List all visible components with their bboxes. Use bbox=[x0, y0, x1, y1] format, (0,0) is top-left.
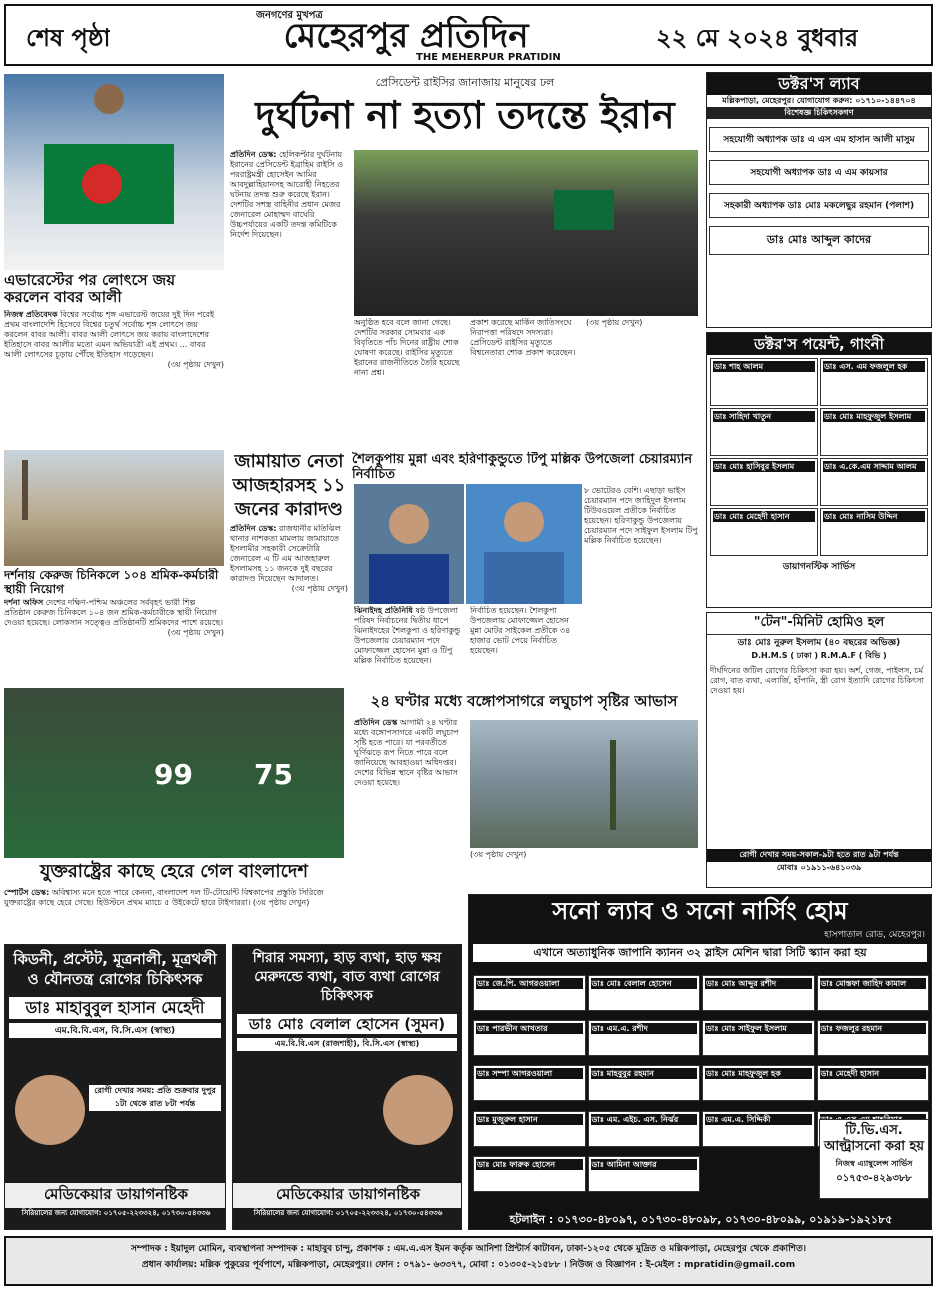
storm-photo bbox=[470, 720, 698, 848]
bone-ad bbox=[232, 944, 462, 1230]
kidney-ad-contact: সিরিয়ালের জন্য যোগাযোগ: ০১৭০৫-২২৩৩২৪, ০১৭৩০-৫৪৩৩৬ bbox=[21, 1209, 211, 1217]
homeo-text: দীর্ঘদিনের জটিল রোগের চিকিৎসা করা হয়। অর্শ, গেজ, পাইলস, চর্ম রোগ, বাত ব্যথা, এলার্জি, হাঁপানি, স্ত্রী রোগ ইত্যাদি রোগের চিকিৎসা দেওয়া হয়। bbox=[710, 666, 924, 695]
doctors-point-doctor bbox=[710, 508, 818, 556]
flag-circle bbox=[82, 164, 122, 204]
doctor-name: ডাঃ মোঃ বেলাল হোসেন bbox=[591, 978, 698, 989]
bay-text: আগামী ২৪ ঘণ্টার মধ্যে বঙ্গোপসাগরে একটি লঘুচাপ সৃষ্টি হতে পারে। যা পরবর্তীতে ঘূর্ণিঝড়ে রূপ নিতে পারে বলে জানিয়েছে আবহাওয়া অধিদপ্তর। দেশের বিভিন্ন স্থানে বৃষ্টির আভাস দেওয়া হয়েছে। bbox=[354, 718, 459, 787]
doctors-lab-sub: বিশেষজ্ঞ চিকিৎসকগণ bbox=[707, 107, 931, 119]
bay-body bbox=[354, 718, 466, 938]
sono-doctor bbox=[817, 1020, 930, 1056]
doctors-lab-ad bbox=[706, 72, 932, 328]
doctors-point-ad bbox=[706, 332, 932, 608]
doctor-name: ডাঃ সাহিদা খাতুন bbox=[713, 411, 815, 422]
doctors-point-title: ডক্টর'স পয়েন্ট, গাংনী bbox=[707, 333, 931, 355]
bangladesh-cont: (৩য় পৃষ্ঠায় দেখুন) bbox=[252, 898, 310, 907]
sono-doctor bbox=[817, 975, 930, 1011]
kidney-ad-degree: এম.বি.বি.এস, বি.সি.এস (স্বাস্থ্য) bbox=[9, 1023, 221, 1038]
tipu-face bbox=[504, 502, 544, 542]
shailkupa-headline: শৈলকুপায় মুন্না এবং হরিণাকুন্ডুতে টিপু মল্লিক উপজেলা চেয়ারম্যান নির্বাচিত bbox=[352, 452, 693, 482]
doctor-3: সহকারী অধ্যাপক ডাঃ মোঃ মকলেছুর রহমান (পলাশ) bbox=[709, 193, 929, 218]
doctor-name: ডাঃ জে.পি. আগরওয়ালা bbox=[476, 978, 583, 989]
sono-doctor bbox=[473, 1111, 586, 1147]
homeo-degree: D.H.M.S ( ঢাকা ) R.M.A.F ( বিভি ) bbox=[751, 651, 887, 660]
darshana-body bbox=[4, 598, 224, 684]
doctors-point-doctor bbox=[820, 458, 928, 506]
sono-doctor bbox=[702, 1020, 815, 1056]
tipu-photo bbox=[466, 484, 582, 604]
bone-ad-doctor: ডাঃ মোঃ বেলাল হোসেন (সুমন) bbox=[237, 1014, 457, 1034]
doctor-name: ডাঃ মোস্তফা জাহিদ কামাল bbox=[820, 978, 927, 989]
doctors-point-doctor bbox=[710, 358, 818, 406]
iran-headline: দুর্ঘটনা না হত্যা তদন্তে ইরান bbox=[255, 93, 675, 137]
everest-text: বিশ্বের সর্বোচ্চ শৃঙ্গ এভারেস্ট জয়ের দুই দিন পরেই প্রথম বাংলাদেশি হিসেবে বিশ্বের চতুর্থ সর্বোচ্চ শৃঙ্গ লোৎসে জয় করলেন বাবর আলী। বাবর আলী লোৎসে জয় করায় বাংলাদেশের ইতিহাসে বাবর আলীর মতো এমন অভিযাত্রী এই প্রথম। ... বাবর আলী লোৎসের চূড়ায় পৌঁছে ইতিহাস গড়েছেন। bbox=[4, 310, 215, 359]
kidney-ad bbox=[4, 944, 226, 1230]
doctor-1: সহযোগী অধ্যাপক ডাঃ এ এস এম হাসান আলী মাসুম bbox=[709, 127, 929, 152]
iran-text1: হেলিকপ্টার দুর্ঘটনায় ইরানের প্রেসিডেন্ট ইব্রাহিম রাইসি ও পররাষ্ট্রমন্ত্রী হোসেইন আমির আবদুল্লাহিয়ানসহ আরোহী নিহতের ঘটনায় তদন্ত শুরু করেছে ইরান। দেশটির সশস্ত্র বাহিনীর প্রধান মেজর জেনারেল মোহাম্মদ বাঘেরি উচ্চপর্যায়ের একটি তদন্ত কমিটিকে নির্দেশ দিয়েছেন। bbox=[230, 150, 344, 239]
sono-ambulance: নিজস্ব এ্যাম্বুলেন্স সার্ভিস bbox=[835, 1159, 913, 1168]
palm-tree bbox=[610, 740, 616, 830]
doctor-name: ডাঃ এ.কে.এম সাদ্দাম আলম bbox=[823, 461, 925, 472]
shailkupa-body1 bbox=[354, 606, 468, 684]
doctor-name: ডাঃ এম.এ. রশীদ bbox=[591, 1023, 698, 1034]
doctors-point-grid bbox=[707, 355, 931, 559]
shailkupa-text1: ষষ্ঠ উপজেলা পরিষদ নির্বাচনের দ্বিতীয় ধাপে ঝিনাইদহের শৈলকুপা ও হরিণাকুন্ডু উপজেলায় চেয়ারম্যান পদে মোফাজ্জেল হোসেন মুন্না ও টিপু মল্লিক নির্বাচিত হয়েছেন। bbox=[354, 606, 461, 665]
bone-doctor-photo bbox=[383, 1075, 453, 1145]
bone-ad-contact: সিরিয়ালের জন্য যোগাযোগ: ০১৭০৫-২২৩৩২৪, ০১৭৩০-৫৪৩৩৬ bbox=[253, 1209, 443, 1217]
shailkupa-byline: ঝিনাইদহ প্রতিনিধি bbox=[354, 606, 413, 615]
shailkupa-text3: ৮ ভোটেরও বেশি। এছাড়া ভাইস চেয়ারম্যান পদে জাহিদুল ইসলাম টিউবওয়েল প্রতীকে নির্বাচিত হয়েছেন। হরিণাকুন্ডু উপজেলায় চেয়ারম্যান পদে সাইফুল ইসলাম টিপু মল্লিক নির্বাচিত হয়েছেন। bbox=[584, 486, 698, 545]
doctor-name: ডাঃ মোঃ মাহফুজুল হক bbox=[705, 1068, 812, 1079]
sono-hotline: হটলাইন : ০১৭৩০-৪৮০৯৭, ০১৭৩০-৪৮০৯৮, ০১৭৩০-৪৮০৯৯, ০১৯১৯-১৯২১৮৫ bbox=[509, 1213, 893, 1226]
bay-headline: ২৪ ঘণ্টার মধ্যে বঙ্গোপসাগরে লঘুচাপ সৃষ্টির আভাস bbox=[370, 692, 678, 710]
sono-doctor bbox=[702, 1065, 815, 1101]
doctor-name: ডাঃ ফজলুর রহমান bbox=[820, 1023, 927, 1034]
doctor-name: ডাঃ মোঃ আব্দুর রশীদ bbox=[705, 978, 812, 989]
jamaat-headline: জামায়াত নেতা আজহারসহ ১১ জনের কারাদণ্ড bbox=[232, 451, 346, 520]
doctor-name: ডাঃ এস. এম ফজলুল হক bbox=[823, 361, 925, 372]
bangladesh-body bbox=[4, 888, 344, 940]
bay-byline: প্রতিদিন ডেস্ক bbox=[354, 718, 398, 727]
sono-tvs-box bbox=[819, 1119, 929, 1199]
jamaat-text: রাজধানীর মতিঝিল থানার নাশকতা মামলায় জামায়াতে ইসলামীর সহকারী সেক্রেটারি জেনারেল এ টি এম আজহারুল ইসলামসহ ১১ জনকে দুই বছরের কারাদণ্ড দিয়েছেন আদালত। bbox=[230, 524, 341, 583]
sono-doctor bbox=[473, 1156, 586, 1192]
doctors-point-doctor bbox=[820, 358, 928, 406]
sono-doctor bbox=[588, 1020, 701, 1056]
iran-text3: প্রকাশ করেছে মার্কিন জাতিসংঘে নিরাপত্তা পরিষদে সদস্যরা। প্রেসিডেন্ট রাইসির মৃত্যুতে বিশ্বনেতারা শোক প্রকাশ করেছেন। bbox=[470, 318, 576, 357]
funeral-crowd-photo bbox=[354, 150, 698, 316]
sono-doctor bbox=[473, 1020, 586, 1056]
doctor-2: সহযোগী অধ্যাপক ডাঃ এ এম কায়সার bbox=[709, 160, 929, 185]
darshana-byline: দর্শনা অফিস bbox=[4, 598, 44, 607]
iran-col1 bbox=[230, 150, 350, 446]
footer-line2: প্রধান কার্যালয়: মল্লিক পুকুরের পূর্বপাশে, মল্লিকপাড়া, মেহেরপুর।। ফোন : ০৭৯১- ৬৩৩৭৭, মোবা : ০১৩০৫-২১৫৮৮ । নিউজ ও বিজ্ঞাপন : ই-মেইল : mpratidin@gmail.com bbox=[141, 1260, 796, 1270]
sono-ambulance-phone: ০১৭৫৩-৪২৯৩৮৮ bbox=[836, 1173, 912, 1184]
sono-ad bbox=[468, 894, 932, 1230]
munna-shirt bbox=[369, 554, 449, 604]
doctor-name: ডাঃ মুজুরুল হাসান bbox=[476, 1114, 583, 1125]
sono-doctor bbox=[473, 975, 586, 1011]
homeo-title: "টেন"-মিনিট হোমিও হল bbox=[707, 613, 931, 635]
kidney-doctor-photo bbox=[15, 1075, 85, 1145]
sono-doctor bbox=[817, 1065, 930, 1101]
doctors-point-doctor bbox=[710, 458, 818, 506]
doctor-name: ডাঃ এম. এইচ. এস. নির্ঝর bbox=[591, 1114, 698, 1125]
newspaper-title: মেহেরপুর প্রতিদিন bbox=[283, 16, 529, 56]
iran-cont: (৩য় পৃষ্ঠায় দেখুন) bbox=[586, 318, 643, 327]
doctors-point-doctor bbox=[820, 508, 928, 556]
jamaat-body bbox=[230, 524, 348, 684]
kidney-ad-title: কিডনী, প্রস্টেট, মূত্রনালী, মূত্রথলী ও যৌনতন্ত্র রোগের চিকিৎসক bbox=[13, 950, 217, 988]
doctor-name: ডাঃ মোঃ নাসিম উদ্দিন bbox=[823, 511, 925, 522]
sono-title: সনো ল্যাব ও সনো নার্সিং হোম bbox=[552, 897, 848, 925]
doctor-4: ডাঃ মোঃ আব্দুল কাদের bbox=[709, 226, 929, 255]
jersey-number: 99 bbox=[154, 758, 193, 791]
doctor-name: ডাঃ সম্পা আগরওয়ালা bbox=[476, 1068, 583, 1079]
homeo-footer: রোগী দেখার সময়-সকাল-৯টা হতে রাত ৯টা পর্যন্ত bbox=[707, 849, 931, 862]
munna-face bbox=[389, 504, 429, 544]
doctor-name: ডাঃ আমিনা আক্তার bbox=[591, 1159, 698, 1170]
kidney-ad-time: রোগী দেখার সময়: প্রতি শুক্রবার দুপুর ১টা থেকে রাত ৮টা পর্যন্ত bbox=[89, 1085, 221, 1111]
bangladesh-flag bbox=[44, 144, 174, 224]
doctor-name: ডাঃ শাহ আলম bbox=[713, 361, 815, 372]
bone-ad-center: মেডিকেয়ার ডায়াগনষ্টিক bbox=[233, 1183, 462, 1208]
sono-doctor bbox=[702, 975, 815, 1011]
everest-headline: এভারেস্টের পর লোৎসে জয় করলেন বাবর আলী bbox=[4, 272, 176, 306]
doctor-name: ডাঃ পারভীন আখতার bbox=[476, 1023, 583, 1034]
doctors-point-doctor bbox=[820, 408, 928, 456]
homeo-phone: মোবাঃ ০১৯১১-৬৪১০৩৯ bbox=[776, 863, 862, 872]
doctor-name: ডাঃ মোঃ সাইফুল ইসলাম bbox=[705, 1023, 812, 1034]
climber bbox=[94, 84, 124, 114]
jersey-number-2: 75 bbox=[254, 758, 293, 791]
tagline: জনগণের মুখপত্র bbox=[256, 10, 323, 21]
sono-doctor bbox=[588, 1156, 701, 1192]
doctors-lab-address: মল্লিকপাড়া, মেহেরপুর। যোগাযোগ করুন: ০১৭১০-১৪৪৭০৪ bbox=[722, 96, 916, 105]
doctors-point-doctor bbox=[710, 408, 818, 456]
sugar-mill-photo bbox=[4, 450, 224, 566]
sono-doctor bbox=[473, 1065, 586, 1101]
iran-byline: প্রতিদিন ডেস্ক: bbox=[230, 150, 277, 159]
darshana-cont: (৩য় পৃষ্ঠায় দেখুন) bbox=[167, 628, 224, 637]
doctor-name: ডাঃ মোঃ মাহফুজুল ইসলাম bbox=[823, 411, 925, 422]
section-label: শেষ পৃষ্ঠা bbox=[26, 24, 111, 52]
kidney-ad-center: মেডিকেয়ার ডায়াগনষ্টিক bbox=[5, 1183, 226, 1208]
sono-tvs: টি.ভি.এস. আল্ট্রাসনো করা হয় bbox=[823, 1123, 925, 1154]
homeo-ad bbox=[706, 612, 932, 888]
doctor-name: ডাঃ মেহেদী হাসান bbox=[820, 1068, 927, 1079]
jamaat-cont: (৩য় পৃষ্ঠায় দেখুন) bbox=[291, 584, 348, 593]
darshana-headline: দর্শনায় কেরুজ চিনিকলে ১০৪ শ্রমিক-কর্মচারী স্থায়ী নিয়োগ bbox=[4, 568, 219, 596]
masthead bbox=[4, 4, 933, 66]
everest-body bbox=[4, 310, 224, 426]
newspaper-title-en: THE MEHERPUR PRATIDIN bbox=[416, 52, 561, 63]
sono-address: হাসপাতাল রোড, মেহেরপুর। bbox=[824, 930, 925, 940]
everest-cont: (৩য় পৃষ্ঠায় দেখুন) bbox=[167, 360, 224, 369]
footer bbox=[4, 1236, 933, 1286]
tipu-shirt bbox=[484, 552, 564, 604]
funeral-truck bbox=[554, 190, 614, 230]
doctors-point-footer: ডায়াগনস্টিক সার্ভিস bbox=[782, 562, 856, 572]
jamaat-byline: প্রতিদিন ডেস্ক: bbox=[230, 524, 277, 533]
cricket-photo bbox=[4, 688, 344, 858]
sono-doctor bbox=[588, 1065, 701, 1101]
sono-doctor bbox=[588, 975, 701, 1011]
sono-doctor bbox=[702, 1111, 815, 1147]
issue-date: ২২ মে ২০২৪ বুধবার bbox=[656, 24, 859, 52]
doctor-name: ডাঃ মোঃ ফারুক হোসেন bbox=[476, 1159, 583, 1170]
chimney bbox=[22, 460, 28, 520]
doctor-name: ডাঃ মোঃ মেহেদী হাসান bbox=[713, 511, 815, 522]
iran-text2: অনুষ্ঠিত হবে বলে জানা গেছে। দেশটির সরকার সোমবার এক বিবৃতিতে পাঁচ দিনের রাষ্ট্রীয় শোক ঘোষণা করেছে। রাইসির মৃত্যুতে ইরানের রাজনীতিতে তৈরি হয়েছে নানা প্রশ্ন। bbox=[354, 318, 460, 377]
bangladesh-headline: যুক্তরাষ্ট্রের কাছে হেরে গেল বাংলাদেশ bbox=[40, 861, 308, 882]
everest-photo bbox=[4, 74, 224, 270]
bangladesh-byline: স্পোর্টস ডেস্ক: bbox=[4, 888, 50, 897]
doctor-name: ডাঃ মোঃ হাসিবুর ইসলাম bbox=[713, 461, 815, 472]
sono-banner: এখানে অত্যাধুনিক জাপানি ক্যানন ৩২ স্লাইস মেশিন দ্বারা সিটি স্ক্যান করা হয় bbox=[473, 944, 927, 962]
darshana-text: দেশের দক্ষিণ-পশ্চিম অঞ্চলের সর্ববৃহৎ ভারী শিল্প প্রতিষ্ঠান কেরুজ চিনিকলে ১০৪ জন শ্রমিক-কর্মচারীকে স্থায়ী নিয়োগ দেওয়া হয়েছে। লোকসান সত্ত্বেও প্রতিষ্ঠানটি শ্রমিকদের পাশে রয়েছে। bbox=[4, 598, 223, 627]
everest-byline: নিজস্ব প্রতিবেদক bbox=[4, 310, 58, 319]
doctor-name: ডাঃ এম.এ. সিদ্দিকী bbox=[705, 1114, 812, 1125]
bone-ad-degree: এম.বি.বি.এস (রাজশাহী), বি.সি.এস (স্বাস্থ্য) bbox=[237, 1038, 457, 1051]
kidney-ad-doctor: ডাঃ মাহাবুবুল হাসান মেহেদী bbox=[9, 997, 221, 1019]
sono-doctor bbox=[588, 1111, 701, 1147]
bone-ad-title: শিরার সমস্যা, হাড় ব্যথা, হাড় ক্ষয় মেরুদন্ডে ব্যথা, বাত ব্যথা রোগের চিকিৎসক bbox=[252, 950, 442, 1004]
bangladesh-text: অবিশ্বাস্য মনে হতে পারে কেননা, বাংলাদেশ দল টি-টোয়েন্টি বিশ্বকাপের প্রস্তুতি সিরিজে যুক্তরাষ্ট্রের কাছে হেরে গেছে। হিউস্টনে প্রথম ম্যাচে ৫ উইকেটে হারে টাইগাররা। bbox=[4, 888, 324, 907]
shailkupa-text2: নির্বাচিত হয়েছেন। শৈলকুপা উপজেলায় মোফাজ্জেল হোসেন মুন্না মোটর সাইকেল প্রতীকে ৩৪ হাজার ভোট পেয়ে নির্বাচিত হয়েছেন। bbox=[470, 606, 571, 655]
doctor-name: ডাঃ মাহবুবুর রহমান bbox=[591, 1068, 698, 1079]
munna-photo bbox=[354, 484, 464, 604]
footer-line1: সম্পাদক : ইয়াদুল মোমিন, ব্যবস্থাপনা সম্পাদক : মাহাবুব চান্দু, প্রকাশক : এম.এ.এস ইমন কর্তৃক আনিশা প্রিন্টার্স কাটাবন, ঢাকা-১২০৫ থেকে মুদ্রিত ও মল্লিকপাড়া, মেহেরপুর থেকে প্রকাশিত। bbox=[131, 1244, 806, 1254]
iran-kicker: প্রেসিডেন্ট রাইসির জানাজায় মানুষের ঢল bbox=[375, 76, 555, 89]
bay-cont: (৩য় পৃষ্ঠায় দেখুন) bbox=[470, 850, 527, 859]
homeo-doctor: ডাঃ মোঃ নুরুল ইসলাম (৪০ বছরের অভিজ্ঞ) bbox=[737, 638, 901, 648]
doctors-lab-title: ডক্টর'স ল্যাব bbox=[707, 73, 931, 95]
